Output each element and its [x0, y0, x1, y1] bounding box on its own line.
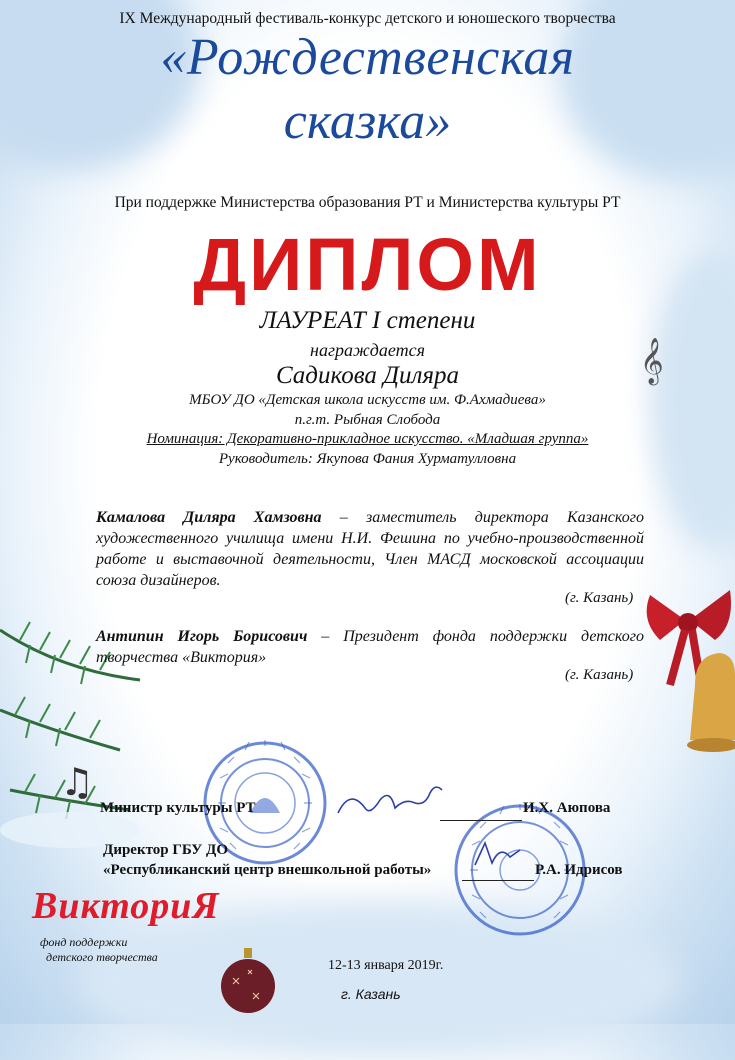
- jury-member-2: [96, 626, 644, 668]
- bow-and-bell-decoration: [640, 575, 735, 775]
- jury-member-description: – Президент фонда поддержки детского творчества «Виктория»: [96, 628, 644, 666]
- director-title-line-1: Директор ГБУ ДО: [103, 842, 229, 858]
- ornament-ball-decoration: [218, 948, 278, 1018]
- nomination: Номинация: Декоративно-прикладное искусство. «Младшая группа»: [146, 431, 589, 447]
- town-name: п.г.т. Рыбная Слобода: [294, 412, 441, 428]
- event-date: 12-13 января 2019г.: [328, 958, 444, 973]
- music-note-icon: ♫: [60, 760, 95, 804]
- handwritten-signature: [330, 778, 450, 823]
- victoria-logo: ВикториЯ: [32, 885, 220, 927]
- recipient-name: Садикова Диляра: [275, 362, 460, 389]
- minister-name: И.Х. Аюпова: [523, 800, 611, 816]
- logo-subtitle-line-1: фонд поддержки: [40, 935, 128, 949]
- jury-member-name: Камалова Диляра Хамзовна: [96, 509, 322, 526]
- logo-subtitle-line-2: детского творчества: [46, 950, 158, 964]
- event-place: г. Казань: [341, 986, 401, 1002]
- jury-member-name: Антипин Игорь Борисович: [96, 628, 308, 645]
- jury-member-1: [96, 507, 644, 591]
- laureate-degree: ЛАУРЕАТ I степени: [259, 307, 476, 334]
- minister-title: Министр культуры РТ: [100, 800, 256, 816]
- director-title-line-2: «Республиканский центр внешкольной работы»: [103, 862, 432, 878]
- jury-member-description: – заместитель директора Казанского художественного училища имени Н.И. Фешина по учебно-производственной работе и выставочной деятельности, Член МАСД московской ассоциации союза дизайнеров.: [96, 509, 645, 589]
- leader: Руководитель: Якупова Фания Хурматулловна: [218, 451, 517, 467]
- director-name: Р.А. Идрисов: [535, 862, 623, 878]
- jury-member-city: (г. Казань): [565, 667, 634, 683]
- signature-line: [440, 820, 522, 821]
- support-line: При поддержке Министерства образования РТ и Министерства культуры РТ: [114, 194, 621, 211]
- school-name: МБОУ ДО «Детская школа искусств им. Ф.Ахмадиева»: [189, 392, 546, 408]
- music-note-icon: 𝄞: [640, 338, 664, 384]
- festival-header: IX Международный фестиваль-конкурс детского и юношеского творчества: [119, 10, 616, 27]
- signature-line: [462, 880, 534, 881]
- handwritten-signature: [470, 835, 530, 875]
- jury-member-city: (г. Казань): [565, 590, 634, 606]
- festival-name-line-1: «Рождественская: [160, 29, 575, 86]
- festival-name-line-2: сказка»: [283, 93, 452, 150]
- awarded-label: награждается: [310, 340, 425, 360]
- diploma-title: ДИПЛОМ: [193, 223, 542, 306]
